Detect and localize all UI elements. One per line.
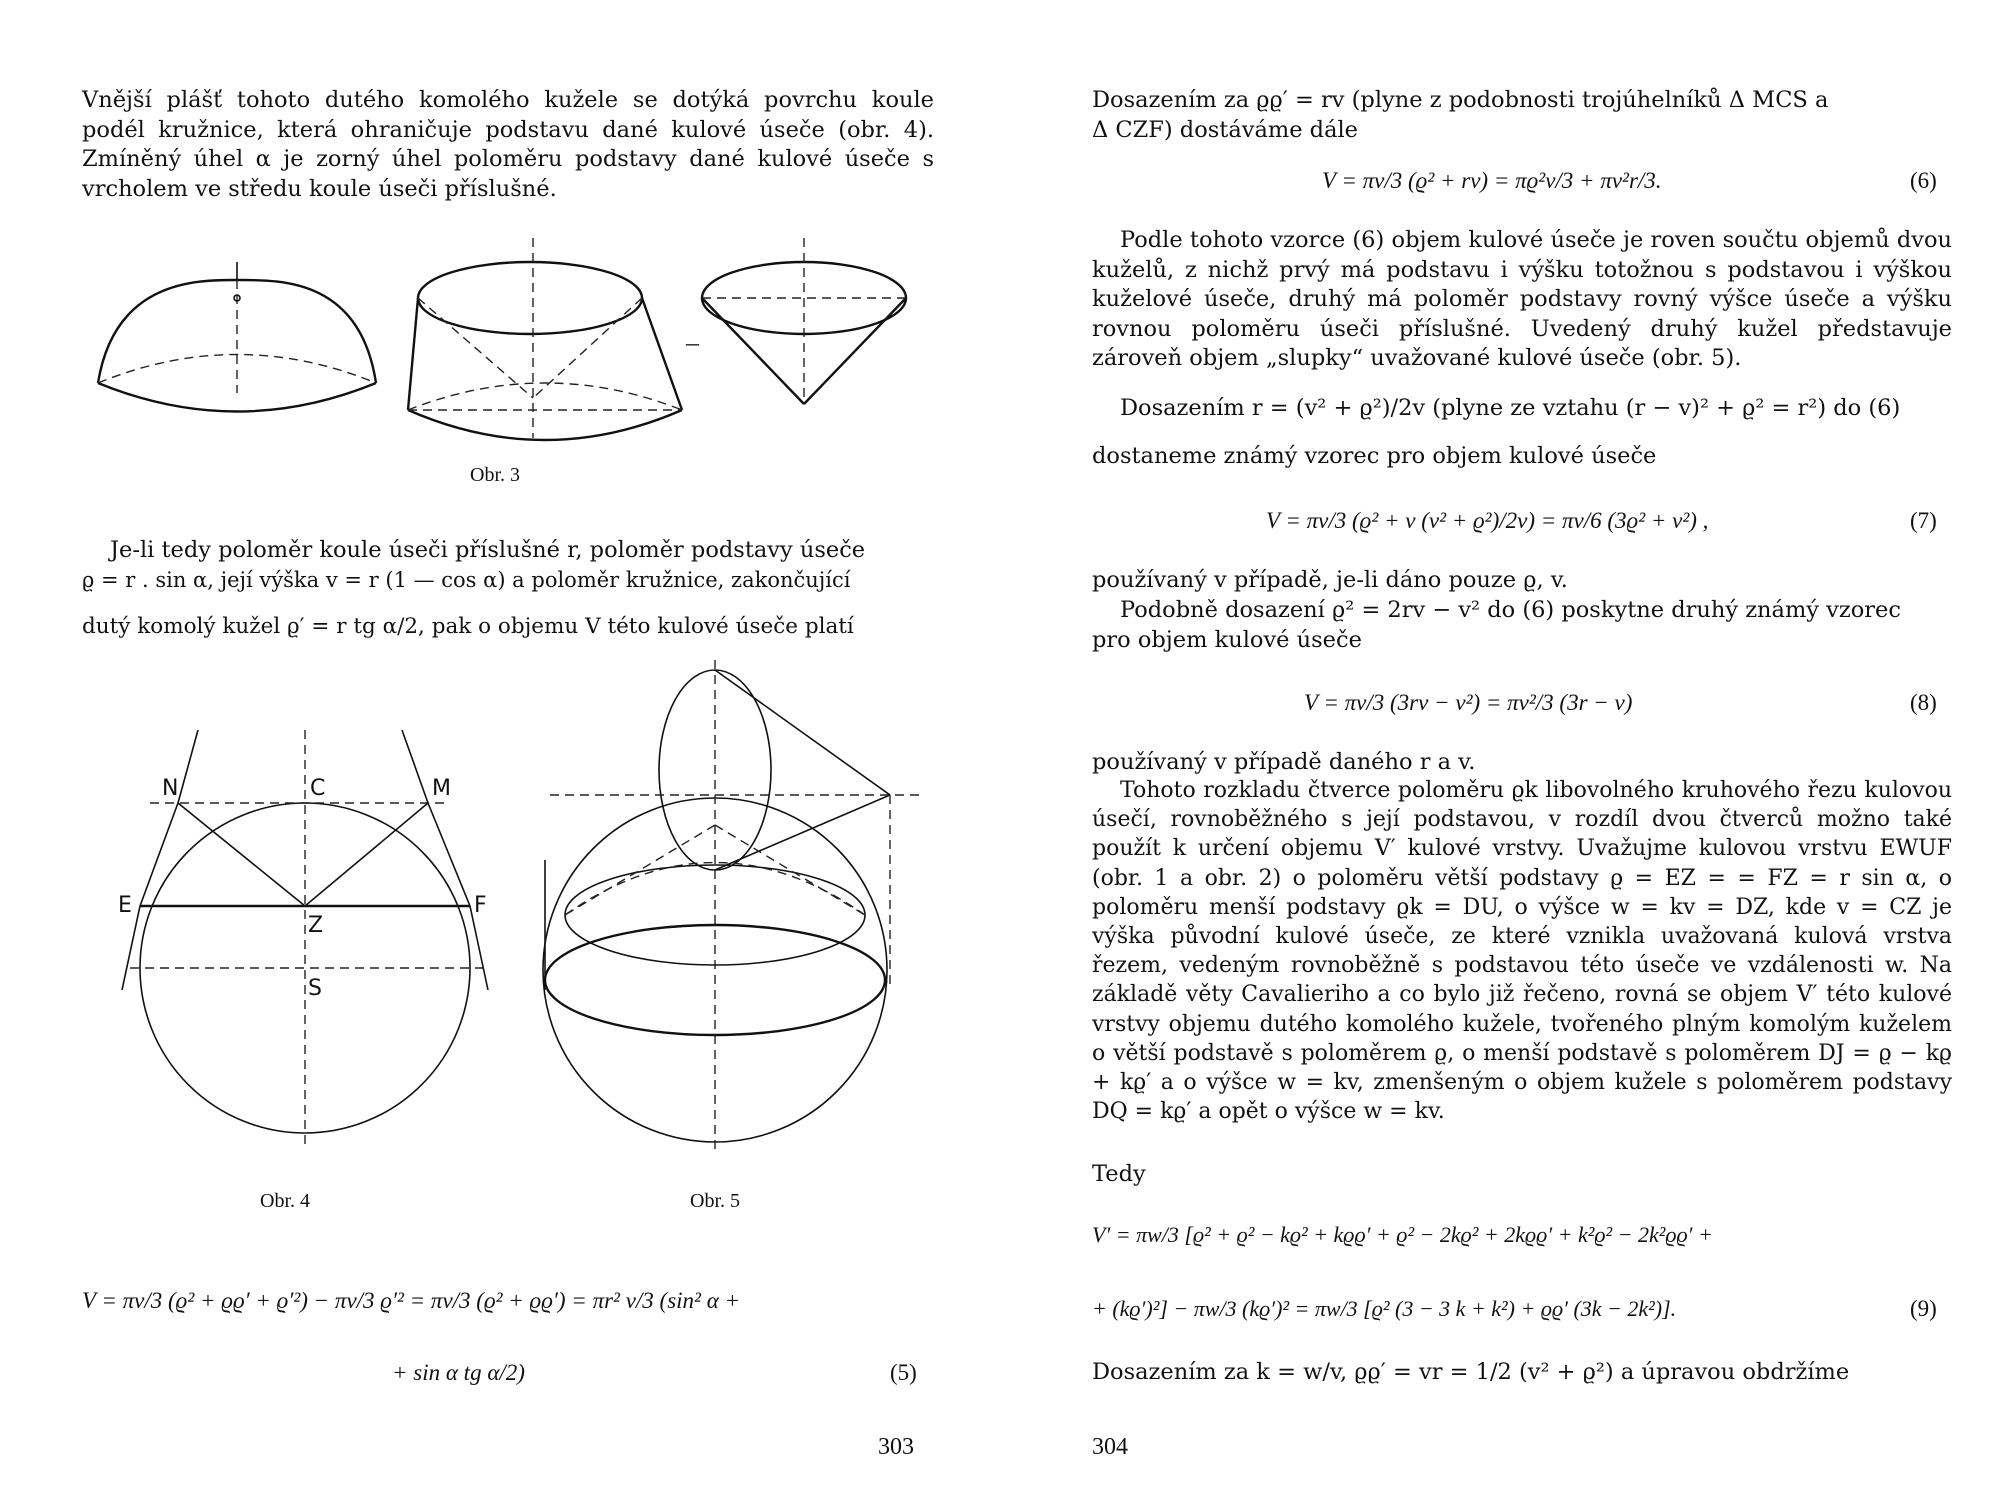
equation-5-number: (5) [890,1360,917,1385]
tedy-label: Tedy [1092,1161,1146,1187]
fig4-label-f: F [474,893,487,918]
equation-9-line-2: + (kϱ′)²] − πw/3 (kϱ′)² = πw/3 [ϱ² (3 − 3 k + k²) + ϱϱ′ (3k − 2k²)]. [1092,1296,1677,1321]
right-paragraph-1-line-2: Δ CZF) dostáváme dále [1092,117,1359,143]
right-final-line: Dosazením za k = w/v, ϱϱ′ = vr = 1/2 (v² + ϱ²) a úpravou obdržíme [1092,1359,1850,1385]
right-paragraph-6: Tohoto rozkladu čtverce poloměru ϱk libovolného kruhového řezu kulovou úsečí, rovnoběžného s její podstavou, v rozdíl dvou čtverců možno také použít k určení objemu V′ kulové vrstvy. Uvažujme kulovou vrstvu EWUF (obr. 1 a obr. 2) o poloměru větší podstavy ϱ = EZ = = FZ = r sin α, o poloměru menší podstavy ϱk = DU, o výšce w = kv = DZ, kde v = CZ je výška původní kulové úseče, ze které vznikla uvažovaná kulová vrstva řezem, vedeným rovnoběžně s podstavou této úseče ve vzdálenosti w. Na základě věty Cavalieriho a co bylo již řečeno, rovná se objem V′ této kulové vrstvy objemu dutého komolého kužele, tvořeného plným komolým kuželem o větší podstavě s poloměrem ϱ, o menší podstavě s poloměrem DJ = ϱ − kϱ + kϱ′ a o výšce w = kv, zmenšeným o objem kužele s poloměrem podstavy DQ = kϱ′ a opět o výšce w = kv. [1092,778,1952,1125]
figure-5 [540,660,930,1160]
right-paragraph-1-line-1: Dosazením za ϱϱ′ = rv (plyne z podobnosti trojúhelníků Δ MCS a [1092,87,1829,113]
equation-8: V = πv/3 (3rv − v²) = πv²/3 (3r − v) [1304,690,1633,715]
figure-4-caption: Obr. 4 [260,1190,310,1212]
equation-7-number: (7) [1910,508,1937,533]
right-paragraph-3-line-2: dostaneme známý vzorec pro objem kulové úseče [1092,443,1657,469]
right-paragraph-4-line-3: pro objem kulové úseče [1092,627,1362,653]
fig4-label-m: M [432,776,451,801]
fig4-label-s: S [308,976,322,1001]
fig3-frustum [408,238,682,440]
left-page-number: 303 [878,1434,914,1460]
right-paragraph-4-line-2: Podobně dosazení ϱ² = 2rv − v² do (6) poskytne druhý známý vzorec [1120,597,1901,623]
left-paragraph-2-line-3: dutý komolý kužel ϱ′ = r tg α/2, pak o objemu V této kulové úseče platí [82,614,854,639]
fig4-label-c: C [310,776,326,801]
left-paragraph-2-line-1: Je-li tedy poloměr koule úseči příslušné r, poloměr podstavy úseče [110,537,866,563]
right-page-number: 304 [1092,1434,1128,1460]
figure-5-caption: Obr. 5 [690,1190,740,1212]
right-paragraph-4-line-1: používaný v případě, je-li dáno pouze ϱ, v. [1092,567,1568,593]
equation-7: V = πv/3 (ϱ² + v (v² + ϱ²)/2v) = πv/6 (3ϱ² + v²) , [1266,508,1709,533]
figure-3 [90,238,930,458]
fig4-label-n: N [162,776,179,801]
equation-6-number: (6) [1910,168,1937,193]
fig3-hemisphere [98,262,376,412]
figure-4 [100,700,500,1160]
right-paragraph-2: Podle tohoto vzorce (6) objem kulové úseče je roven součtu objemů dvou kuželů, z nichž prvý má podstavu i výšku totožnou s podstavou i výškou kuželové úseče, druhý má poloměr podstavy rovný výšce úseče a výšku rovnou poloměru úseči příslušné. Uvedený druhý kužel představuje zároveň objem „slupky“ uvažované kulové úseče (obr. 5). [1092,227,1952,371]
figure-3-caption: Obr. 3 [470,464,520,486]
fig5-sphere [543,798,887,1142]
fig4-label-z: Z [308,913,324,938]
fig4-label-e: E [118,893,132,918]
equation-8-number: (8) [1910,690,1937,715]
equation-9-line-1: V′ = πw/3 [ϱ² + ϱ² − kϱ² + kϱϱ′ + ϱ² − 2kϱ² + 2kϱϱ′ + k²ϱ² − 2k²ϱϱ′ + [1092,1222,1713,1247]
right-paragraph-3-line-1: Dosazením r = (v² + ϱ²)/2v (plyne ze vztahu (r − v)² + ϱ² = r²) do (6) [1120,395,1901,421]
equation-5-line-2: + sin α tg α/2) [392,1360,525,1385]
figure-3-minus: – [686,328,699,357]
left-paragraph-2-line-2: ϱ = r . sin α, její výška v = r (1 — cos α) a poloměr kružnice, zakončující [82,568,851,592]
right-page [1004,0,2008,1501]
equation-9-number: (9) [1910,1296,1937,1321]
right-paragraph-5-line-1: používaný v případě daného r a v. [1092,749,1476,775]
fig3-cone [702,238,906,404]
equation-6: V = πv/3 (ϱ² + rv) = πϱ²v/3 + πv²r/3. [1322,168,1662,193]
equation-5-line-1: V = πv/3 (ϱ² + ϱϱ′ + ϱ′²) − πv/3 ϱ′² = πv/3 (ϱ² + ϱϱ′) = πr² v/3 (sin² α + [82,1288,741,1313]
left-paragraph-1: Vnější plášť tohoto dutého komolého kužele se dotýká povrchu koule podél kružnice, která ohraničuje podstavu dané kulové úseče (obr. 4). Zmíněný úhel α je zorný úhel poloměru podstavy dané kulové úseče s vrcholem ve středu koule úseči příslušné. [82,87,934,202]
